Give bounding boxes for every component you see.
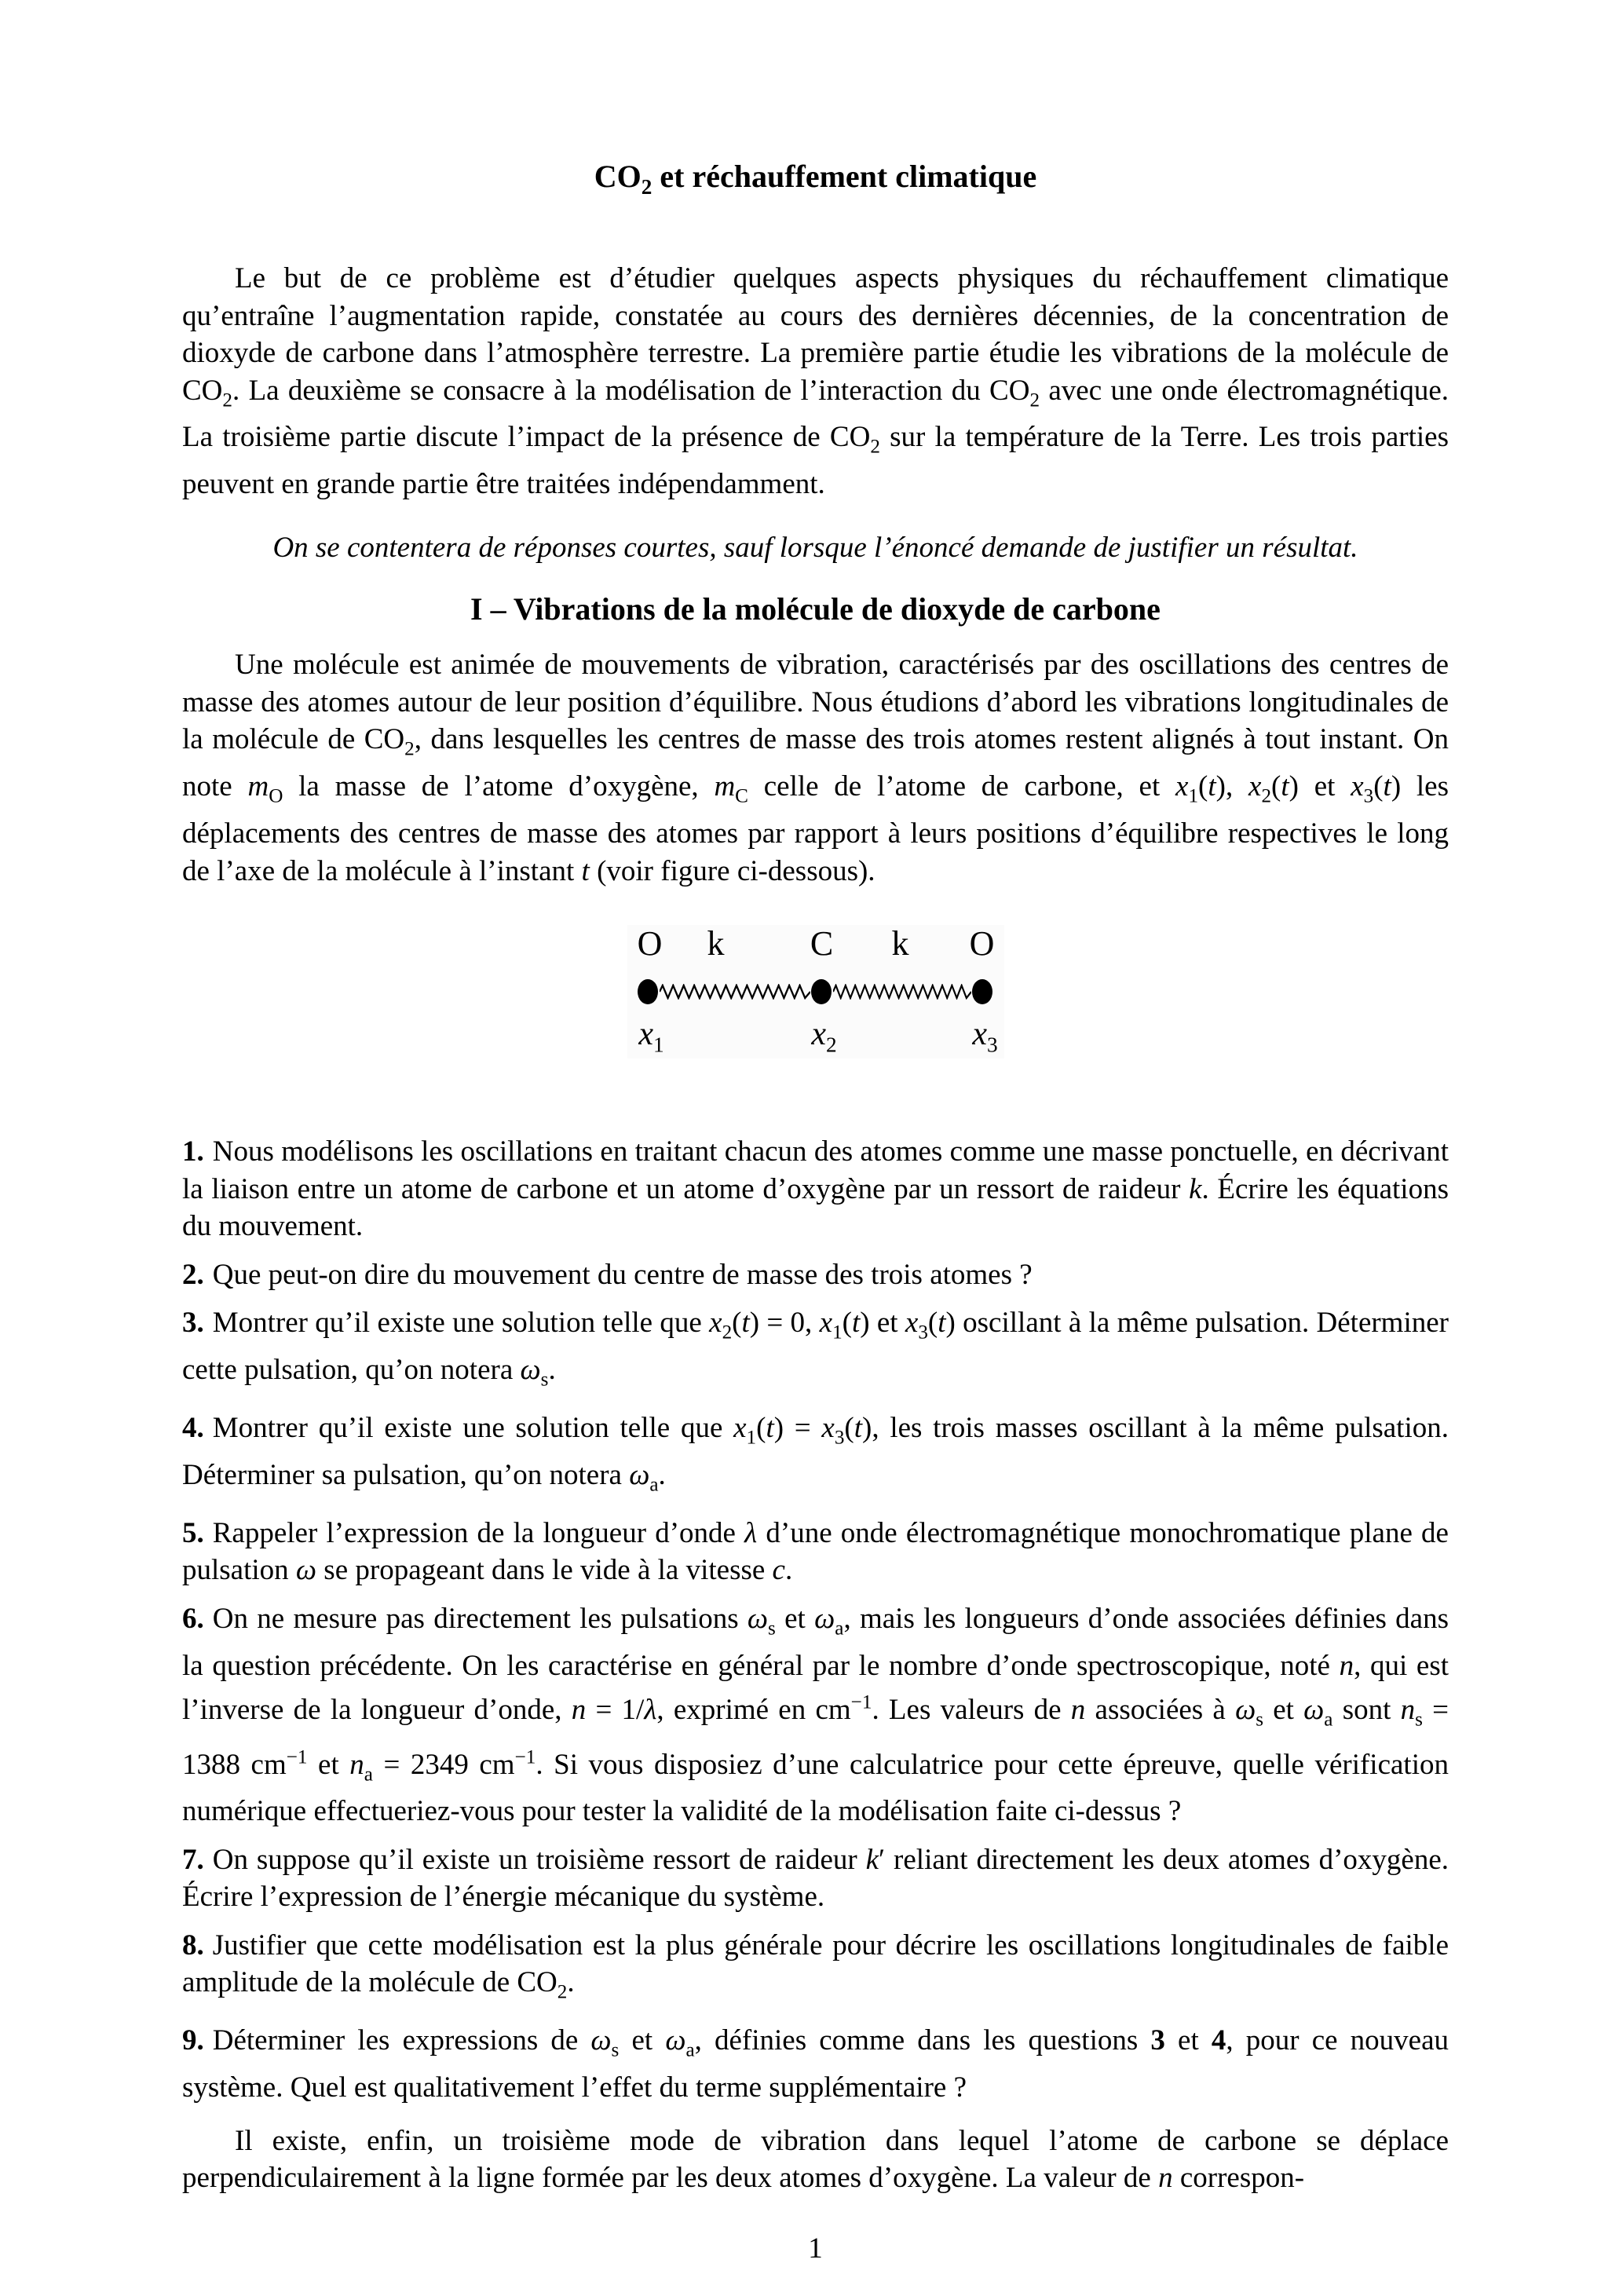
spring-constant-label-left: k xyxy=(707,924,725,963)
atom-dot-left xyxy=(638,979,658,1004)
question-2 xyxy=(182,1256,1449,1294)
atom-label-oxygen-right: O xyxy=(969,924,995,963)
question-number: 6. xyxy=(182,1602,204,1635)
question-number: 2. xyxy=(182,1258,204,1291)
question-number: 3. xyxy=(182,1307,204,1340)
spring-constant-label-right: k xyxy=(891,924,909,963)
text-block xyxy=(182,0,1449,2267)
question-text: Rappeler l’expression de la longueur d’onde λ d’une onde électromagnétique monochromatique plane de pulsation ω se propageant dans le vide à la vitesse c. xyxy=(182,1516,1449,1587)
intro-paragraph: Le but de ce problème est d’étudier quelques aspects physiques du réchauffement climatique qu’entraîne l’augmentation rapide, constatée au cours des dernières décennies, de la concentration de dioxyde de carbone dans l’atmosphère terrestre. La première partie étudie les vibrations de la molécule de $CO_2$. La deuxième se consacre à la modélisation de l’interaction du $CO_2$ avec une onde électromagnétique. La troisième partie discute l’impact de la présence de $CO_2$ sur la température de la Terre. Les trois parties peuvent en grande partie être traitées indépendamment. xyxy=(182,262,1449,501)
question-4 xyxy=(182,1409,1449,1504)
displacement-label-x1: $x_1$ xyxy=(638,1016,664,1057)
question-7 xyxy=(182,1841,1449,1916)
question-number: 8. xyxy=(182,1929,204,1961)
question-5 xyxy=(182,1515,1449,1589)
molecule-spring-figure xyxy=(627,925,1004,1058)
question-text: Justifier que cette modélisation est la plus générale pour décrire les oscillations longitudinales de faible amplitude de la molécule de $CO_2$. xyxy=(182,1929,1449,2003)
atom-label-oxygen-left: O xyxy=(637,924,663,963)
question-number: 1. xyxy=(182,1135,204,1168)
question-text: Déterminer les expressions de $\omega_s$ et $\omega_a$, définies comme dans les questions 3 et 4, pour ce nouveau système. Quel est qualitativement l’effet du terme supplémentaire ? xyxy=(182,2024,1449,2104)
question-number: 9. xyxy=(182,2024,204,2057)
question-6 xyxy=(182,1600,1449,1830)
question-1 xyxy=(182,1133,1449,1245)
spring-icon-right xyxy=(833,984,971,1000)
question-number: 4. xyxy=(182,1411,204,1444)
question-number: 5. xyxy=(182,1516,204,1549)
section-intro-paragraph: Une molécule est animée de mouvements de vibration, caractérisés par des oscillations des centres de masse des atomes autour de leur position d’équilibre. Nous étudions d’abord les vibrations longitudinales de la molécule de $CO_2$, dans lesquelles les centres de masse des trois atomes restent alignés à tout instant. On note $m_O$ la masse de l’atome d’oxygène, $m_C$ celle de l’atome de carbone, et $x_1(t)$, $x_2(t)$ et $x_3(t)$ les déplacements des centres de masse des atomes par rapport à leurs positions d’équilibre respectives le long de l’axe de la molécule à l’instant t (voir figure ci-dessous). xyxy=(182,649,1449,887)
spring-icon-left xyxy=(660,984,810,1000)
question-text: Nous modélisons les oscillations en traitant chacun des atomes comme une masse ponctuelle, en décrivant la liaison entre un atome de carbone et un atome d’oxygène par un ressort de raideur k. Écrire les équations du mouvement. xyxy=(182,1135,1449,1243)
atom-label-carbon: C xyxy=(810,924,834,963)
document-title: $CO_2$ et réchauffement climatique xyxy=(594,159,1037,199)
question-3 xyxy=(182,1304,1449,1398)
closing-paragraph: Il existe, enfin, un troisième mode de vibration dans lequel l’atome de carbone se déplace perpendiculairement à la ligne formée par les deux atomes d’oxygène. La valeur de n correspon- xyxy=(182,2124,1449,2195)
atom-dot-center xyxy=(811,979,832,1004)
displacement-label-x3: $x_3$ xyxy=(972,1016,998,1057)
atom-dot-right xyxy=(972,979,992,1004)
question-text: Montrer qu’il existe une solution telle que $x_2(t) = 0$, $x_1(t)$ et $x_3(t)$ oscillant à la même pulsation. Déterminer cette pulsation, qu’on notera $\omega_s$. xyxy=(182,1307,1449,1391)
question-9 xyxy=(182,2022,1449,2106)
question-number: 7. xyxy=(182,1843,204,1876)
question-text: On suppose qu’il existe un troisième ressort de raideur k′ reliant directement les deux atomes d’oxygène. Écrire l’expression de l’énergie mécanique du système. xyxy=(182,1843,1449,1914)
instruction-note: On se contentera de réponses courtes, sauf lorsque l’énoncé demande de justifier un résultat. xyxy=(272,531,1358,564)
question-text: On ne mesure pas directement les pulsations $\omega_s$ et $\omega_a$, mais les longueurs d’onde associées définies dans la question précédente. On les caractérise en général par le nombre d’onde spectroscopique, noté n, qui est l’inverse de la longueur d’onde, n = 1/λ, exprimé en $cm^{-1}$. Les valeurs de n associées à $\omega_s$ et $\omega_a$ sont $n_s = 1388$ $cm^{-1}$ et $n_a = 2349$ $cm^{-1}$. Si vous disposiez d’une calculatrice pour cette épreuve, quelle vérification numérique effectueriez-vous pour tester la validité de la modélisation faite ci-dessus ? xyxy=(182,1602,1449,1828)
page-number: 1 xyxy=(808,2232,823,2265)
displacement-label-x2: $x_2$ xyxy=(811,1016,837,1057)
question-8 xyxy=(182,1927,1449,2011)
question-text: Montrer qu’il existe une solution telle que $x_1(t) = x_3(t)$, les trois masses oscillant à la même pulsation. Déterminer sa pulsation, qu’on notera $\omega_a$. xyxy=(182,1411,1449,1496)
question-text: Que peut-on dire du mouvement du centre de masse des trois atomes ? xyxy=(212,1258,1033,1291)
section-heading-part1: I – Vibrations de la molécule de dioxyde de carbone xyxy=(470,591,1161,627)
